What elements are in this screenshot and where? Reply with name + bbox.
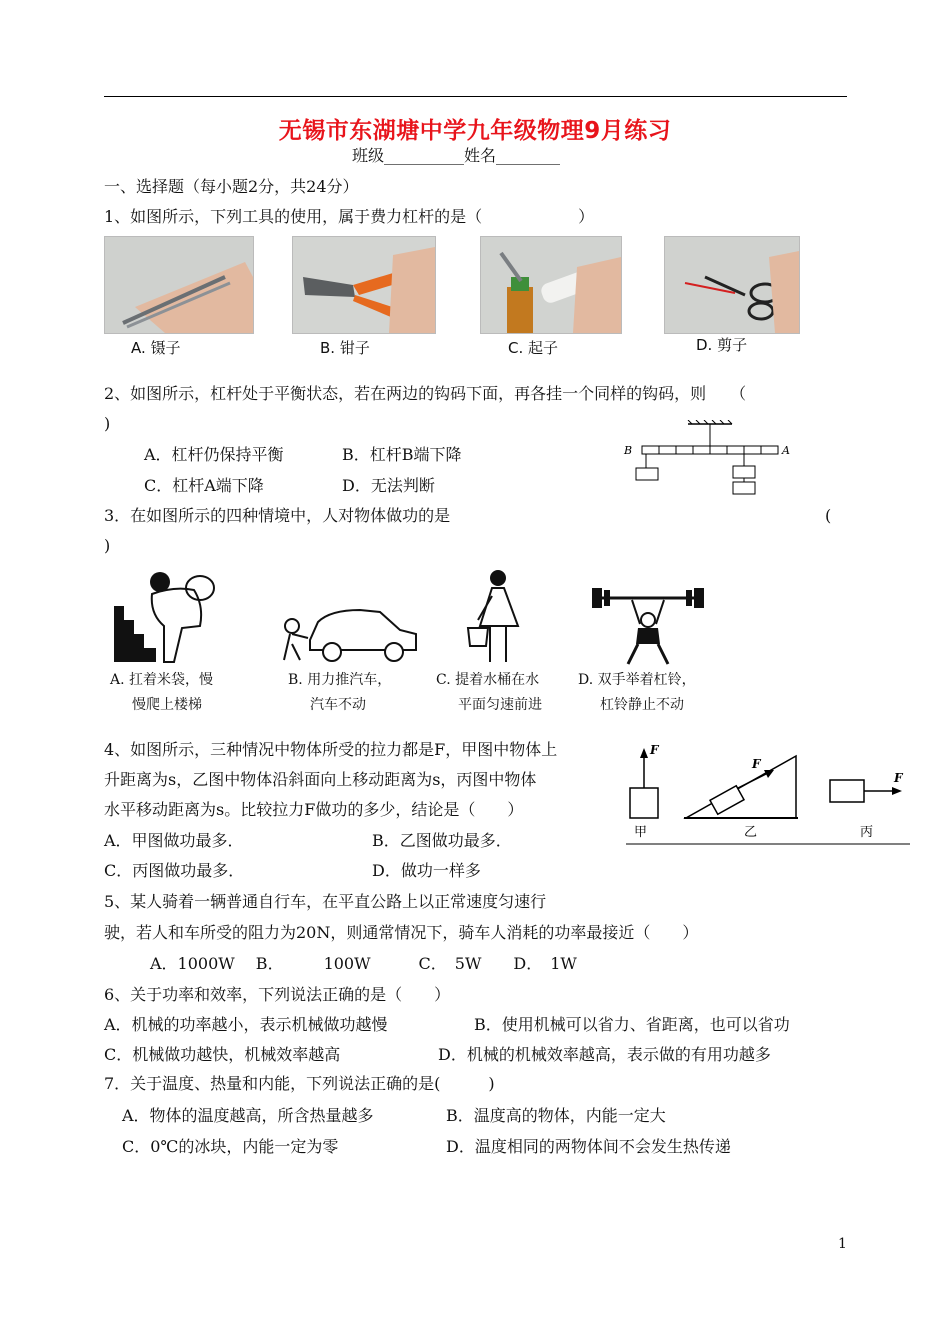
q6-option-d: D．机械的机械效率越高，表示做的有用功越多 [438, 1045, 771, 1064]
q2-stem-cont: ) [104, 414, 111, 433]
q1-caption-a: A. 镊子 [131, 339, 181, 357]
holding-barbell-sketch [588, 584, 708, 666]
q4-line1: 4、如图所示，三种情况中物体所受的拉力都是F，甲图中物体上 [104, 740, 558, 759]
q3-caption-b-line2: 汽车不动 [310, 697, 366, 713]
q4-option-b: B．乙图做功最多． [372, 831, 512, 850]
q3-stem: 3．在如图所示的四种情境中，人对物体做功的是 [104, 506, 451, 525]
q1-caption-c: C. 起子 [508, 339, 559, 357]
q3-caption-d-line1: D. 双手举着杠铃， [578, 672, 696, 688]
lever-diagram [620, 420, 800, 500]
q1-stem: 1、如图所示，下列工具的使用，属于费力杠杆的是（ ） [104, 207, 595, 226]
class-name-line: 班级__________姓名________ [352, 146, 561, 165]
q1-caption-b: B. 钳子 [320, 339, 370, 357]
q6-option-c: C．机械做功越快，机械效率越高 [104, 1045, 341, 1064]
q7-option-c: C．0℃的冰块，内能一定为零 [122, 1137, 339, 1156]
q7-stem: 7．关于温度、热量和内能，下列说法正确的是( ) [104, 1074, 495, 1093]
pull-force-diagram [626, 742, 910, 846]
q5-options: A．1000W B． 100W C． 5W D． 1W [150, 954, 577, 973]
scissors-image [664, 236, 800, 334]
q2-option-a: A．杠杆仍保持平衡 [144, 445, 284, 464]
fig-label-jia: 甲 [634, 825, 648, 840]
q2-option-b: B．杠杆B端下降 [342, 445, 462, 464]
page-number: 1 [838, 1236, 847, 1252]
label-b: B [624, 444, 633, 457]
page-title: 无锡市东湖塘中学九年级物理9月练习 [278, 118, 672, 144]
q4-line3: 水平移动距离为s。比较拉力F做功的多少，结论是（ ） [104, 800, 524, 819]
q7-option-a: A．物体的温度越高，所含热量越多 [122, 1106, 374, 1125]
q4-option-a: A．甲图做功最多． [104, 831, 244, 850]
q3-caption-c-line1: C. 提着水桶在水 [436, 672, 540, 688]
q3-caption-a-line1: A. 扛着米袋，慢 [110, 672, 214, 688]
top-rule [104, 96, 847, 97]
fig-label-yi: 乙 [744, 825, 758, 840]
force-label-1: F [650, 743, 659, 757]
q4-line2: 升距离为s，乙图中物体沿斜面向上移动距离为s，丙图中物体 [104, 770, 537, 789]
fig-label-bing: 丙 [860, 825, 874, 840]
q3-paren: ( [825, 506, 832, 525]
q1-caption-d: D. 剪子 [696, 336, 748, 354]
pushing-car-sketch [270, 600, 420, 666]
q3-caption-c-line2: 平面匀速前进 [458, 697, 542, 713]
force-label-3: F [894, 771, 903, 785]
q2-option-d: D．无法判断 [342, 476, 435, 495]
q3-caption-b-line1: B. 用力推汽车， [288, 672, 392, 688]
q7-option-d: D．温度相同的两物体间不会发生热传递 [446, 1137, 731, 1156]
q5-line2: 驶，若人和车所受的阻力为20N，则通常情况下，骑车人消耗的功率最接近（ ） [104, 923, 699, 942]
q2-option-c: C．杠杆A端下降 [144, 476, 264, 495]
q3-caption-a-line2: 慢爬上楼梯 [132, 697, 202, 713]
q5-line1: 5、某人骑着一辆普通自行车，在平直公路上以正常速度匀速行 [104, 892, 547, 911]
q2-stem: 2、如图所示，杠杆处于平衡状态，若在两边的钩码下面，再各挂一个同样的钩码，则 （ [104, 384, 747, 403]
carrying-bucket-sketch [462, 566, 532, 666]
q4-option-d: D．做功一样多 [372, 861, 481, 880]
bottle-opener-image [480, 236, 622, 334]
label-a: A [782, 444, 790, 457]
pliers-image [292, 236, 436, 334]
carrying-rice-bag-sketch [104, 566, 234, 666]
tweezers-image [104, 236, 254, 334]
section-heading: 一、选择题（每小题2分，共24分） [104, 177, 359, 196]
q6-option-a: A．机械的功率越小，表示机械做功越慢 [104, 1015, 388, 1034]
q6-option-b: B．使用机械可以省力、省距离，也可以省功 [474, 1015, 790, 1034]
q6-stem: 6、关于功率和效率，下列说法正确的是（ ） [104, 985, 451, 1004]
force-label-2: F [752, 757, 761, 771]
q3-stem-cont: ) [104, 536, 111, 555]
q7-option-b: B．温度高的物体，内能一定大 [446, 1106, 666, 1125]
q3-caption-d-line2: 杠铃静止不动 [600, 697, 684, 713]
q4-option-c: C．丙图做功最多． [104, 861, 245, 880]
